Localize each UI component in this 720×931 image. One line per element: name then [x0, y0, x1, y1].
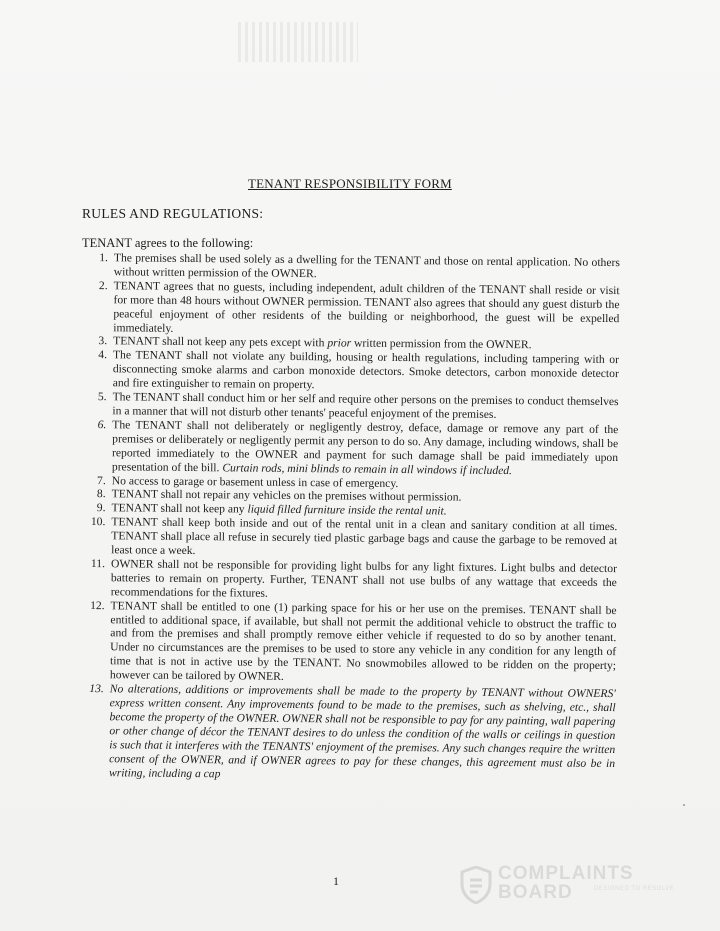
watermark-line2: BOARD	[498, 882, 573, 903]
rule-number: 12.	[90, 598, 105, 612]
rule-text-plain: TENANT shall not keep any	[111, 501, 248, 516]
rule-text: OWNER shall not be responsible for providing light bulbs for any light fixtures. Light bulbs and detector batteries to remain on property. Further, TENANT shall not use bulbs of any wattage that exceeds the recommendations for the fixtures.	[110, 557, 618, 600]
rule-text: The premises shall be used solely as a dwelling for the TENANT and those on rental application. No others without written permission of the OWNER.	[113, 251, 620, 281]
rule-number: 1.	[99, 251, 108, 265]
rule-item	[85, 279, 620, 340]
page-number: 1	[333, 874, 339, 888]
rule-text: The TENANT shall conduct him or her self and require other persons on the premises to conduct themselves in a manner that will not disturb other tenants' peaceful enjoyment of the premises.	[112, 390, 619, 421]
rule-text: TENANT agrees that no guests, including independent, adult children of the TENANT shall reside or visit for more than 48 hours without OWNER permission. TENANT also agrees that should any guest disturb the peaceful enjoyment of other residents of the building or neighborhood, the guest will be expelled immediately.	[113, 279, 620, 335]
rule-text-italic: prior	[327, 336, 352, 350]
rule-number: 13.	[89, 682, 104, 696]
rule-text	[109, 682, 616, 784]
rule-number: 7.	[97, 473, 106, 487]
section-heading: RULES AND REGULATIONS:	[82, 206, 264, 221]
rule-text: TENANT shall be entitled to one (1) parking space for his or her use on the premises. TENANT shall be entitled to additional space, if available, but shall not permit the additional vehicle to obstruct the traffic to and from the premises and shall promptly remove either vehicle if requested to do so by another tenant. Under no circumstances are the premises to be used to store any vehicle in any condition for any length of time that is not in active use by the TENANT. No snowmobiles allowed to be ridden on the property; however can be tailored by OWNER.	[109, 598, 617, 684]
rule-number: 2.	[98, 278, 108, 293]
rules-list	[81, 251, 620, 785]
rule-number: 3.	[98, 334, 108, 348]
document-title: TENANT RESPONSIBILITY FORM	[248, 176, 452, 191]
rule-item	[83, 557, 617, 604]
rule-number: 4.	[98, 348, 108, 362]
rule-text-italic: Curtain rods, mini blinds to remain in all windows if included.	[222, 460, 513, 477]
rule-text	[112, 418, 619, 478]
rule-text-plain: The TENANT shall not deliberately or negligently destroy, deface, damage or remove any part of the premises or deliberately or negligently permit any person to do so. Any damage, including windows, shall be reported immediately to the OWNER and payment for such damage shall be paid immediately upon presentation of the bill.	[111, 418, 619, 474]
watermark-line1: COMPLAINTS	[498, 863, 634, 884]
rule-number: 5.	[97, 390, 107, 404]
faint-bleed-through	[238, 22, 358, 62]
rule-number: 11.	[90, 556, 106, 571]
rule-text: No access to garage or basement unless in case of emergency.	[111, 473, 399, 490]
rule-number: 9.	[96, 501, 106, 515]
rule-item	[82, 599, 617, 688]
rule-text: The TENANT shall not violate any building, housing or health regulations, including tampering with or disconnecting smoke alarms and carbon monoxide detectors. Smoke detectors, carbon monoxide detector and fire extinguisher to remain on property.	[112, 348, 620, 392]
rule-text-italic: No alterations, additions or improvements shall be made to the property by TENANT without OWNERS' express written consent. Any improvements found to be made to the premises, such as shelving, etc., shall become the property of the OWNER. OWNER shall not be responsible to pay for any painting, wall papering or other change of décor the TENANT desires to do unless the condition of the walls or ceilings in question is such that it interferes with the TENANTS' enjoyment of the premises. Any such changes require the written consent of the OWNER, and if OWNER agrees to pay for these changes, this agreement must also be in writing, including a cap	[108, 682, 616, 780]
scan-speck	[683, 804, 685, 806]
rule-number: 10.	[90, 515, 106, 529]
rule-text-italic: liquid filled furniture inside the rental unit.	[247, 502, 447, 518]
shield-logo-icon	[460, 866, 492, 904]
watermark-tagline: DESIGNED TO RESOLVE	[594, 886, 675, 892]
rule-item	[84, 418, 619, 479]
rule-text: TENANT shall keep both inside and out of the rental unit in a clean and sanitary condition at all times. TENANT shall place all refuse in securely tied plastic garbage bags and cause the garbage to be removed at least once a week.	[111, 515, 618, 558]
watermark-text	[498, 864, 634, 902]
intro-text: TENANT agrees to the following:	[82, 236, 254, 250]
rule-number: 8.	[96, 487, 106, 501]
rule-text-plain: TENANT shall not keep any pets except with	[113, 334, 328, 350]
rule-number: 6.	[97, 417, 107, 432]
rule-item	[83, 515, 617, 562]
rule-text: TENANT shall not repair any vehicles on the premises without permission.	[111, 487, 462, 505]
rule-text-plain: written permission from the OWNER.	[351, 336, 532, 352]
rule-item	[81, 682, 616, 784]
rule-item	[85, 348, 619, 395]
complaints-board-watermark	[460, 862, 680, 912]
